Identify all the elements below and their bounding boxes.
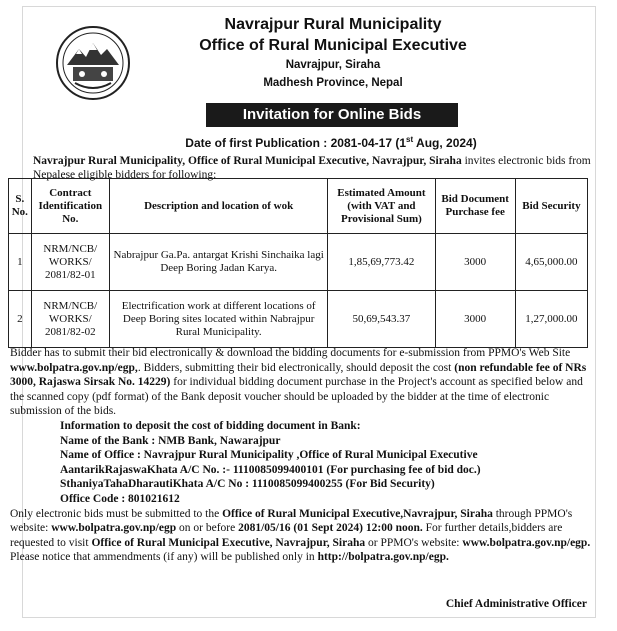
office-name: Office of Rural Municipal Executive <box>199 37 467 54</box>
bank-office-name: Name of Office : Navrajpur Rural Municipality ,Office of Rural Municipal Executive <box>60 449 478 462</box>
bank-name: Name of the Bank : NMB Bank, Nawarajpur <box>60 434 281 447</box>
cell-description: Electrification work at different locations of Deep Boring sites located within Nabrajpur Rural Municipality. <box>109 291 327 348</box>
bank-info-title: Information to deposit the cost of bidding document in Bank: <box>60 419 361 432</box>
office-code: Office Code : 801021612 <box>60 492 180 505</box>
cell-description: Nabrajpur Ga.Pa. antargat Krishi Sinchaika lagi Deep Boring Jadan Karya. <box>109 234 327 291</box>
cell-amount: 1,85,69,773.42 <box>328 234 435 291</box>
bids-table <box>8 178 588 348</box>
publication-date: Date of first Publication : 2081-04-17 (1st Aug, 2024) <box>185 135 477 150</box>
province: Madhesh Province, Nepal <box>263 77 403 89</box>
col-header-contract: Contract Identification No. <box>31 179 109 234</box>
table-header-row <box>9 179 588 234</box>
bank-account-fee: AantarikRajaswaKhata A/C No. :- 1110085099400101 (For purchasing fee of bid doc.) <box>60 463 481 476</box>
cell-sno: 1 <box>9 234 32 291</box>
table-row <box>9 291 588 348</box>
office-address: Navrajpur, Siraha <box>285 59 381 71</box>
cell-contract: NRM/NCB/ WORKS/ 2081/82-02 <box>31 291 109 348</box>
cell-contract: NRM/NCB/ WORKS/ 2081/82-01 <box>31 234 109 291</box>
municipality-emblem-icon <box>55 25 131 101</box>
cell-amount: 50,69,543.37 <box>328 291 435 348</box>
table-row <box>9 234 588 291</box>
cell-security: 1,27,000.00 <box>515 291 587 348</box>
col-header-amount: Estimated Amount (with VAT and Provisional Sum) <box>328 179 435 234</box>
deadline-paragraph: Only electronic bids must be submitted to the Office of Rural Municipal Executive,Navrajpur, Siraha through PPMO's website: www.bolpatra.gov.np/egp on or before 2081/05/16 (01 Sept 2024) 12:00 noon. For further details,bidders are requested to visit Office of Rural Municipal Executive, Navrajpur, Siraha or PPMO's website: www.bolpatra.gov.np/egp. <box>10 507 591 549</box>
cell-security: 4,65,000.00 <box>515 234 587 291</box>
notice-body <box>10 346 592 565</box>
col-header-description: Description and location of wok <box>109 179 327 234</box>
intro-paragraph: Navrajpur Rural Municipality, Office of Rural Municipal Executive, Navrajpur, Siraha invites electronic bids from Nepalese eligible bidders for following: <box>33 155 591 181</box>
cell-sno: 2 <box>9 291 32 348</box>
submission-paragraph: Bidder has to submit their bid electronically & download the bidding documents for e-submission from PPMO's Web Site www.bolpatra.gov.np/egp,. Bidders, submitting their bid electronically, should deposit the cost (non refundable fee of NRs 3000, Rajaswa Sirsak No. 14229) for individual bidding document purchase in the Project's account as specified below and the scanned copy (pdf format) of the Bank deposit voucher should be uploaded by the bidder at the time of electronic submission of the bids. <box>10 347 587 418</box>
cell-fee: 3000 <box>435 234 515 291</box>
bank-account-security: SthaniyaTahaDharautiKhata A/C No : 1110085099400255 (For Bid Security) <box>60 478 435 491</box>
col-header-security: Bid Security <box>515 179 587 234</box>
municipality-name: Navrajpur Rural Municipality <box>224 16 442 33</box>
col-header-sno: S. No. <box>9 179 32 234</box>
notice-title: Invitation for Online Bids <box>206 103 458 127</box>
col-header-fee: Bid Document Purchase fee <box>435 179 515 234</box>
cell-fee: 3000 <box>435 291 515 348</box>
amendment-paragraph: Please notice that ammendments (if any) will be published only in http://bolpatra.gov.np/egp. <box>10 551 449 564</box>
signature-title: Chief Administrative Officer <box>445 598 587 610</box>
